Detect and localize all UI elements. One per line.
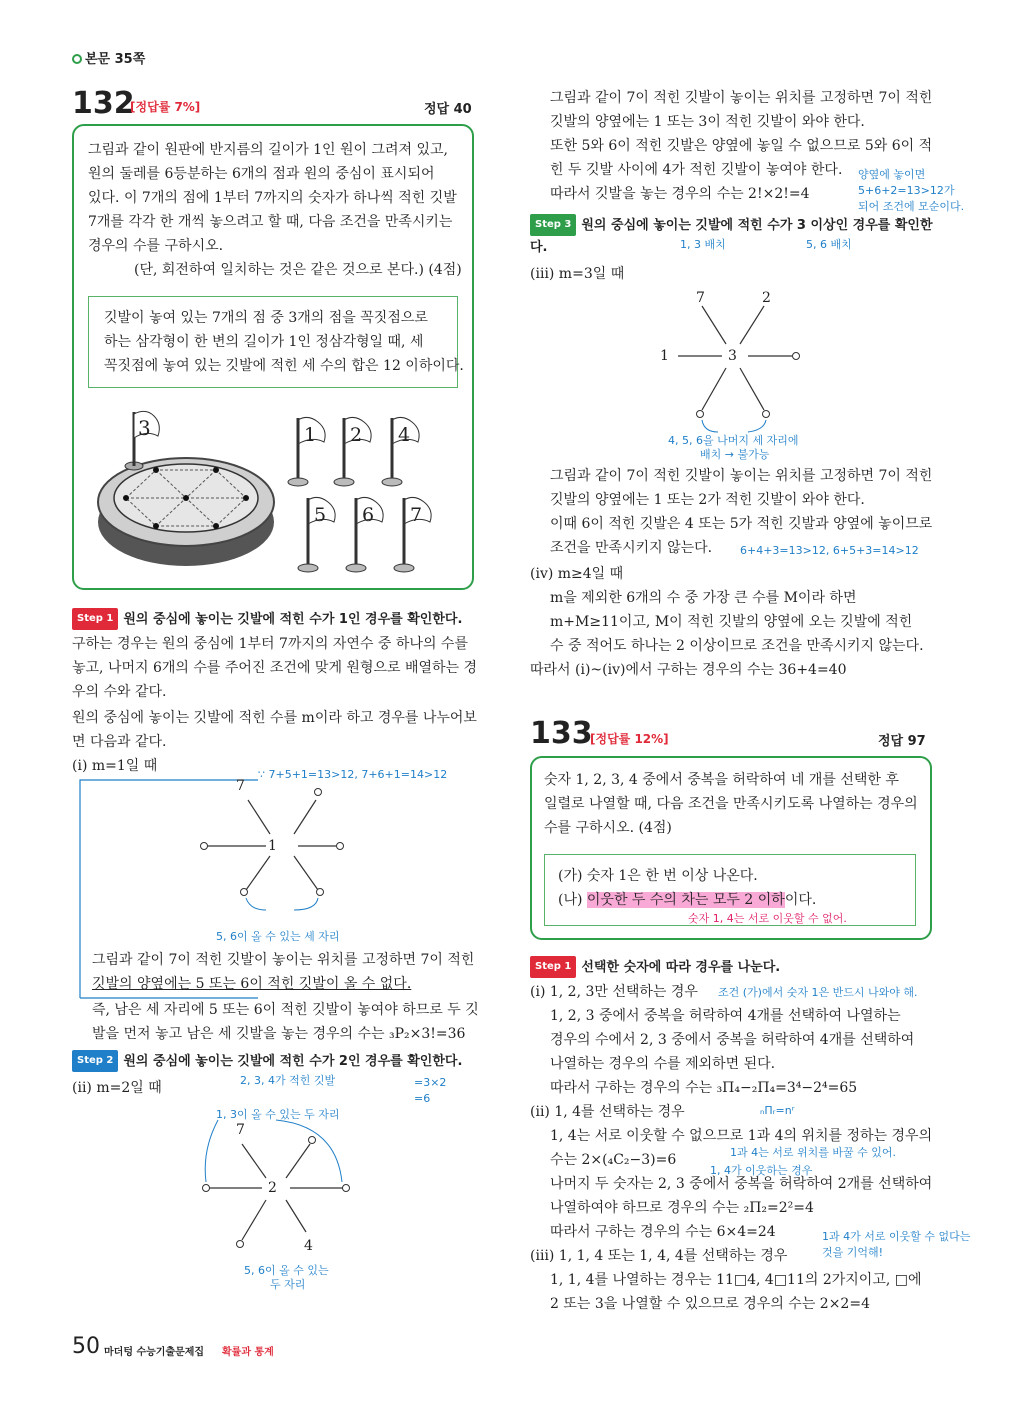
body-line: 나머지 두 숫자는 2, 3 중에서 중복을 허락하여 2개를 선택하여 — [550, 1176, 933, 1192]
subject: 확률과 통계 — [222, 1347, 274, 1358]
annotation: 배치 → 불가능 — [700, 448, 770, 461]
annotation: 되어 조건에 모순이다. — [858, 200, 965, 213]
body-line: 발을 먼저 놓고 남은 세 깃발을 놓는 경우의 수는 ₃P₂×3!=36 — [92, 1026, 466, 1042]
question-line: 수를 구하시오. (4점) — [544, 820, 672, 836]
annotation: 것을 기억해! — [822, 1246, 884, 1259]
book-title: 마더텅 수능기출문제집 — [104, 1347, 205, 1358]
case2-figure — [196, 1120, 366, 1260]
body-line: 따라서 구하는 경우의 수는 6×4=24 — [550, 1224, 776, 1240]
annotation: 조건 (가)에서 숫자 1은 반드시 나와야 해. — [718, 986, 918, 999]
condition-line: (가) 숫자 1은 한 번 이상 나온다. — [558, 868, 758, 884]
body-line: 그림과 같이 7이 적힌 깃발이 놓이는 위치를 고정하면 7이 적힌 — [550, 468, 933, 484]
annotation: 5+6+2=13>12가 — [858, 184, 955, 197]
case3-figure — [656, 292, 816, 442]
body-line: 깃발의 양옆에는 5 또는 6이 적힌 깃발이 올 수 없다. — [92, 976, 412, 992]
step-heading: Step 1 선택한 숫자에 따라 경우를 나눈다. — [530, 956, 780, 978]
fig-label: 1 — [660, 348, 669, 364]
annotation: 5, 6이 올 수 있는 — [244, 1264, 329, 1277]
question-line: 그림과 같이 원판에 반지름의 길이가 1인 원이 그려져 있고, — [88, 142, 449, 158]
fig-label: 1 — [268, 838, 277, 854]
question-line: 숫자 1, 2, 3, 4 중에서 중복을 허락하여 네 개를 선택한 후 — [544, 772, 899, 788]
correct-rate: [정답률 12%] — [590, 732, 669, 746]
annotation: 6+4+3=13>12, 6+5+3=14>12 — [740, 544, 919, 557]
flag-label: 2 — [350, 424, 363, 446]
body-line: 나열하는 경우의 수를 제외하면 된다. — [550, 1056, 776, 1072]
fig-label: 7 — [696, 290, 705, 306]
body-line: 수 중 적어도 하나는 2 이상이므로 조건을 만족시키지 않는다. — [550, 638, 924, 654]
flag-label: 7 — [410, 504, 423, 526]
annotation: 1, 3 배치 — [680, 238, 726, 251]
step-tag: Step 3 — [530, 214, 576, 236]
body-line: 경우의 수에서 2, 3 중에서 중복을 허락하여 4개를 선택하여 — [550, 1032, 915, 1048]
annotation: 숫자 1, 4는 서로 이웃할 수 없어. — [688, 912, 847, 925]
step-heading: Step 2 원의 중심에 놓이는 깃발에 적힌 수가 2인 경우를 확인한다. — [72, 1050, 462, 1072]
question-line: 7개를 각각 한 개씩 놓으려고 할 때, 다음 조건을 만족시키는 — [88, 214, 453, 230]
annotation: =6 — [414, 1092, 431, 1105]
fig-label: 2 — [762, 290, 771, 306]
step-tag: Step 2 — [72, 1050, 118, 1072]
page-number: 50 — [72, 1334, 100, 1359]
step-tag: Step 1 — [530, 956, 576, 978]
body-line: 1, 1, 4를 나열하는 경우는 11□4, 4□11의 2가지이고, □에 — [550, 1272, 922, 1288]
step-tag: Step 1 — [72, 608, 118, 630]
case-label: (ⅰ) m=1일 때 — [72, 758, 158, 774]
annotation: 5, 6이 올 수 있는 세 자리 — [216, 930, 340, 943]
disc-illustration — [96, 404, 276, 574]
annotation: 5, 6 배치 — [806, 238, 852, 251]
body-line: 나열하여야 하므로 경우의 수는 ₂Π₂=2²=4 — [550, 1200, 814, 1216]
case-label: (ⅰ) 1, 2, 3만 선택하는 경우 — [530, 984, 698, 1000]
body-line: 구하는 경우는 원의 중심에 1부터 7까지의 자연수 중 하나의 수를 — [72, 636, 468, 652]
body-line: 따라서 (ⅰ)~(ⅳ)에서 구하는 경우의 수는 36+4=40 — [530, 662, 847, 678]
case-label: (ⅲ) m=3일 때 — [530, 266, 625, 282]
flag-label: 5 — [314, 504, 327, 526]
flag-label: 1 — [304, 424, 317, 446]
body-line: 힌 두 깃발 사이에 4가 적힌 깃발이 놓여야 한다. — [550, 162, 843, 178]
annotation: 2, 3, 4가 적힌 깃발 — [240, 1074, 336, 1087]
problem-number: 133 — [530, 716, 593, 751]
page-ref: 본문 35쪽 — [72, 48, 145, 67]
condition-line: 하는 삼각형이 한 변의 길이가 1인 정삼각형일 때, 세 — [104, 334, 424, 350]
question-line: 있다. 이 7개의 점에 1부터 7까지의 숫자가 하나씩 적힌 깃발 — [88, 190, 457, 206]
body-line: 그림과 같이 7이 적힌 깃발이 놓이는 위치를 고정하면 7이 적힌 — [92, 952, 475, 968]
step-heading: Step 1 원의 중심에 놓이는 깃발에 적힌 수가 1인 경우를 확인한다. — [72, 608, 462, 630]
annotation: 두 자리 — [270, 1278, 306, 1291]
question-line: 원의 둘레를 6등분하는 6개의 점과 원의 중심이 표시되어 — [88, 166, 435, 182]
body-line: 수는 2×(₄C₂−3)=6 — [550, 1152, 677, 1168]
fig-label: 2 — [268, 1180, 277, 1196]
body-line: 1, 2, 3 중에서 중복을 허락하여 4개를 선택하여 나열하는 — [550, 1008, 901, 1024]
body-line: 깃발의 양옆에는 1 또는 3이 적힌 깃발이 와야 한다. — [550, 114, 865, 130]
body-line: m을 제외한 6개의 수 중 가장 큰 수를 M이라 하면 — [550, 590, 857, 606]
annotation: ₙΠᵣ=nʳ — [760, 1104, 795, 1117]
problem-number: 132 — [72, 86, 135, 121]
flag-label: 3 — [138, 416, 151, 440]
body-line: 우의 수와 같다. — [72, 684, 167, 700]
body-line: 또한 5와 6이 적힌 깃발은 양옆에 놓일 수 없으므로 5와 6이 적 — [550, 138, 933, 154]
correct-rate: [정답률 7%] — [130, 100, 201, 114]
annotation: 양옆에 놓이면 — [858, 168, 926, 181]
body-line: 원의 중심에 놓이는 깃발에 적힌 수를 m이라 하고 경우를 나누어보 — [72, 710, 477, 726]
annotation: 1, 4가 이웃하는 경우 — [710, 1164, 813, 1177]
fig-label: 4 — [304, 1238, 313, 1254]
question-line: 일렬로 나열할 때, 다음 조건을 만족시키도록 나열하는 경우의 — [544, 796, 918, 812]
body-line: 이때 6이 적힌 깃발은 4 또는 5가 적힌 깃발과 양옆에 놓이므로 — [550, 516, 933, 532]
question-line: (단, 회전하여 일치하는 것은 같은 것으로 본다.) (4점) — [134, 262, 462, 278]
circle-icon — [72, 54, 82, 64]
fig-label: 7 — [236, 1122, 245, 1138]
flag-label: 4 — [398, 424, 411, 446]
flag-label: 6 — [362, 504, 375, 526]
body-line: 즉, 남은 세 자리에 5 또는 6이 적힌 깃발이 놓여야 하므로 두 깃 — [92, 1002, 479, 1018]
answer: 정답 97 — [878, 734, 926, 749]
step-heading-cont: 다. — [530, 240, 548, 255]
annotation: ∵ 7+5+1=13>12, 7+6+1=14>12 — [258, 768, 448, 781]
body-line: 따라서 깃발을 놓는 경우의 수는 2!×2!=4 — [550, 186, 810, 202]
body-line: 조건을 만족시키지 않는다. — [550, 540, 713, 556]
case-label: (ⅱ) m=2일 때 — [72, 1080, 162, 1096]
body-line: 깃발의 양옆에는 1 또는 2가 적힌 깃발이 와야 한다. — [550, 492, 865, 508]
body-line: 따라서 구하는 경우의 수는 ₃Π₄−₂Π₄=3⁴−2⁴=65 — [550, 1080, 858, 1096]
step-heading: Step 3 원의 중심에 놓이는 깃발에 적힌 수가 3 이상인 경우를 확인한 — [530, 214, 933, 236]
annotation: 1, 3이 올 수 있는 두 자리 — [216, 1108, 340, 1121]
body-line: 그림과 같이 7이 적힌 깃발이 놓이는 위치를 고정하면 7이 적힌 — [550, 90, 933, 106]
case-label: (ⅱ) 1, 4를 선택하는 경우 — [530, 1104, 685, 1120]
body-line: 놓고, 나머지 6개의 수를 주어진 조건에 맞게 원형으로 배열하는 경 — [72, 660, 478, 676]
body-line: m+M≥11이고, M이 적힌 깃발의 양옆에 오는 깃발에 적힌 — [550, 614, 913, 630]
annotation: 1과 4가 서로 이웃할 수 없다는 — [822, 1230, 971, 1243]
question-line: 경우의 수를 구하시오. — [88, 238, 224, 254]
condition-line: (나) 이웃한 두 수의 차는 모두 2 이하이다. — [558, 892, 817, 908]
body-line: 면 다음과 같다. — [72, 734, 167, 750]
body-line: 1, 4는 서로 이웃할 수 없으므로 1과 4의 위치를 정하는 경우의 — [550, 1128, 933, 1144]
annotation: 4, 5, 6을 나머지 세 자리에 — [668, 434, 799, 447]
case-label: (ⅳ) m≥4일 때 — [530, 566, 624, 582]
fig-label: 7 — [236, 778, 245, 794]
annotation: =3×2 — [414, 1076, 447, 1089]
fig-label: 3 — [728, 348, 737, 364]
body-line: 2 또는 3을 나열할 수 있으므로 경우의 수는 2×2=4 — [550, 1296, 870, 1312]
condition-line: 꼭짓점에 놓여 있는 깃발에 적힌 세 수의 합은 12 이하이다. — [104, 358, 464, 374]
answer: 정답 40 — [424, 102, 472, 117]
case-label: (ⅲ) 1, 1, 4 또는 1, 4, 4를 선택하는 경우 — [530, 1248, 788, 1264]
condition-line: 깃발이 놓여 있는 7개의 점 중 3개의 점을 꼭짓점으로 — [104, 310, 428, 326]
annotation: 1과 4는 서로 위치를 바꿀 수 있어. — [730, 1146, 896, 1159]
